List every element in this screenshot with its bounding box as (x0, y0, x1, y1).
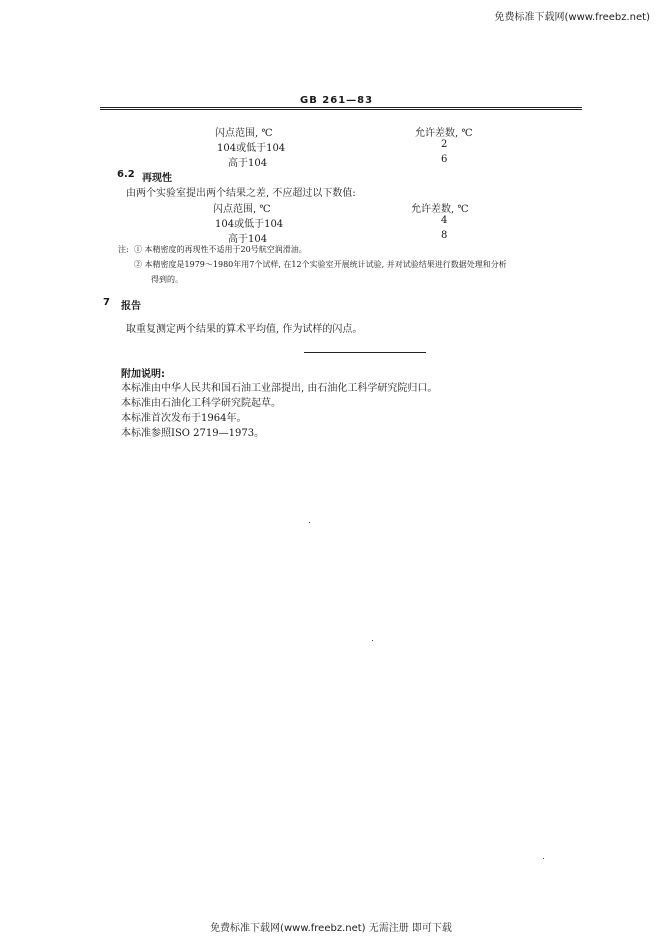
appendix-line: 本标准首次发布于1964年。 (121, 413, 247, 424)
section-7-body: 取重复测定两个结果的算术平均值, 作为试样的闪点。 (126, 324, 363, 335)
appendix-title: 附加说明: (121, 369, 165, 380)
table-cell-tolerance: 2 (441, 139, 448, 150)
note-item-continued: 得到的。 (151, 275, 183, 284)
note-item: ② 本精密度是1979～1980年用7个试样, 在12个实验室开展统计试验, 并对试验结果进行数据处理和分析 (134, 260, 507, 269)
table-cell-range: 高于104 (228, 158, 268, 169)
table-header-range: 闪点范围, ℃ (215, 128, 273, 139)
appendix-line: 本标准由中华人民共和国石油工业部提出, 由石油化工科学研究院归口。 (121, 383, 438, 394)
table-cell-range: 104或低于104 (217, 143, 286, 154)
note-item: ① 本精密度的再现性不适用于20号航空润滑油。 (134, 245, 307, 254)
table-cell-range: 高于104 (228, 234, 268, 245)
section-7-title: 报告 (121, 301, 141, 312)
table-header-tolerance: 允许差数, ℃ (415, 128, 473, 139)
scan-speck (543, 858, 544, 859)
table-header-tolerance: 允许差数, ℃ (411, 204, 469, 215)
table-header-range: 闪点范围, ℃ (213, 204, 271, 215)
section-6-2-intro: 由两个实验室提出两个结果之差, 不应超过以下数值: (126, 188, 356, 199)
table-cell-tolerance: 8 (441, 230, 448, 241)
header-rule-bottom (100, 109, 582, 110)
watermark-bottom: 免费标准下载网(www.freebz.net) 无需注册 即可下载 (210, 923, 452, 934)
document-code: GB 261—83 (300, 95, 374, 106)
header-rule-top (100, 107, 582, 108)
table-cell-tolerance: 4 (441, 215, 448, 226)
section-6-2-title: 再现性 (142, 173, 172, 184)
appendix-line: 本标准由石油化工科学研究院起草。 (121, 398, 281, 409)
watermark-top: 免费标准下载网(www.freebz.net) (494, 12, 650, 23)
section-6-2-number: 6.2 (117, 169, 135, 180)
notes-label: 注: (118, 245, 129, 254)
section-7-number: 7 (103, 297, 110, 308)
table-cell-range: 104或低于104 (215, 219, 284, 230)
table-cell-tolerance: 6 (441, 154, 448, 165)
scan-speck (372, 640, 373, 641)
section-separator (304, 352, 426, 353)
appendix-line: 本标准参照ISO 2719—1973。 (121, 428, 265, 439)
scan-speck (309, 522, 310, 523)
